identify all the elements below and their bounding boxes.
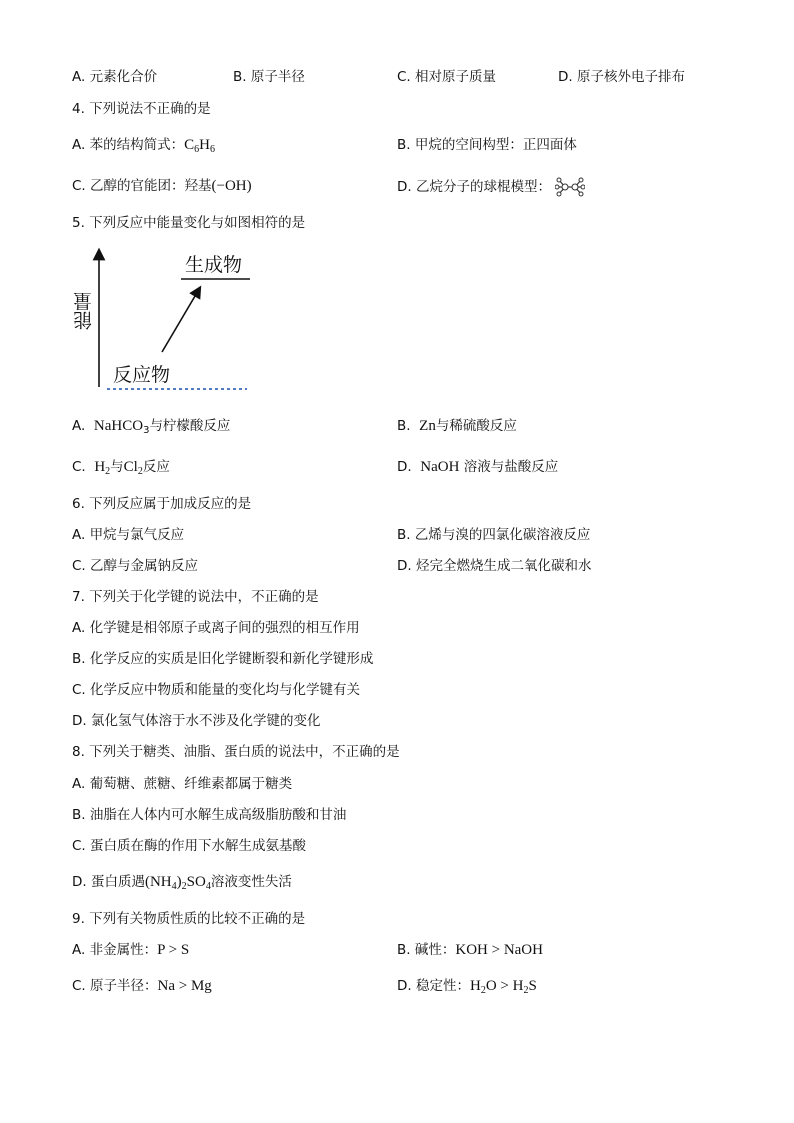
q6-option-c: C. 乙醇与金属钠反应 [72, 558, 199, 574]
q4-option-d: D. 乙烷分子的球棍模型： [397, 177, 585, 197]
energy-axis-label: 能量 [73, 292, 95, 330]
q7-option-a: A. 化学键是相邻原子或离子间的强烈的相互作用 [72, 620, 360, 636]
q3-option-d: D. 原子核外电子排布 [558, 69, 685, 85]
q4-option-c: C. 乙醇的官能团：羟基(−OH) [72, 178, 252, 194]
q6-option-d: D. 烃完全燃烧生成二氧化碳和水 [397, 558, 592, 574]
q7-option-b: B. 化学反应的实质是旧化学键断裂和新化学键形成 [72, 651, 374, 667]
q9-option-a: A. 非金属性：P > S [72, 942, 190, 958]
q9-option-c: C. 原子半径：Na > Mg [72, 978, 212, 994]
q9-option-d: D. 稳定性：$H_2O > H_2S$ [397, 978, 537, 996]
q7-option-d: D. 氯化氢气体溶于水不涉及化学键的变化 [72, 713, 321, 729]
q9-stem: 9. 下列有关物质性质的比较不正确的是 [72, 911, 306, 927]
q5-stem: 5. 下列反应中能量变化与如图相符的是 [72, 215, 306, 231]
q5-option-b: B. Zn与稀硫酸反应 [397, 418, 517, 434]
q4-stem: 4. 下列说法不正确的是 [72, 101, 211, 117]
q9-option-b: B. 碱性：KOH > NaOH [397, 942, 543, 958]
q6-option-a: A. 甲烷与氯气反应 [72, 527, 185, 543]
q5-option-c: C. $H_2$与$Cl_2$反应 [72, 459, 170, 477]
q7-stem: 7. 下列关于化学键的说法中，不正确的是 [72, 589, 319, 605]
q5-option-a: A. NaHCO$_3$与柠檬酸反应 [72, 418, 231, 436]
q3-option-c: C. 相对原子质量 [397, 69, 497, 85]
q8-option-a: A. 葡萄糖、蔗糖、纤维素都属于糖类 [72, 776, 293, 792]
q4-option-a: A. 苯的结构简式：$C_6H_6$ [72, 137, 215, 155]
q8-option-b: B. 油脂在人体内可水解生成高级脂肪酸和甘油 [72, 807, 347, 823]
q5-option-d: D. NaOH 溶液与盐酸反应 [397, 459, 559, 475]
q3-option-b: B. 原子半径 [233, 69, 305, 85]
q8-stem: 8. 下列关于糖类、油脂、蛋白质的说法中，不正确的是 [72, 744, 400, 760]
q6-option-b: B. 乙烯与溴的四氯化碳溶液反应 [397, 527, 591, 543]
energy-diagram [60, 244, 260, 394]
q6-stem: 6. 下列反应属于加成反应的是 [72, 496, 252, 512]
q8-option-c: C. 蛋白质在酶的作用下水解生成氨基酸 [72, 838, 307, 854]
q3-option-a: A. 元素化合价 [72, 69, 158, 85]
q8-option-d: D. 蛋白质遇$(NH_4)_2SO_4$溶液变性失活 [72, 874, 292, 892]
product-label: 生成物 [185, 254, 243, 276]
q4-option-b: B. 甲烷的空间构型：正四面体 [397, 137, 577, 153]
reaction-arrow [162, 291, 198, 352]
ethane-ball-stick-model-icon [555, 177, 585, 197]
q7-option-c: C. 化学反应中物质和能量的变化均与化学键有关 [72, 682, 361, 698]
reactant-label: 反应物 [113, 364, 171, 386]
